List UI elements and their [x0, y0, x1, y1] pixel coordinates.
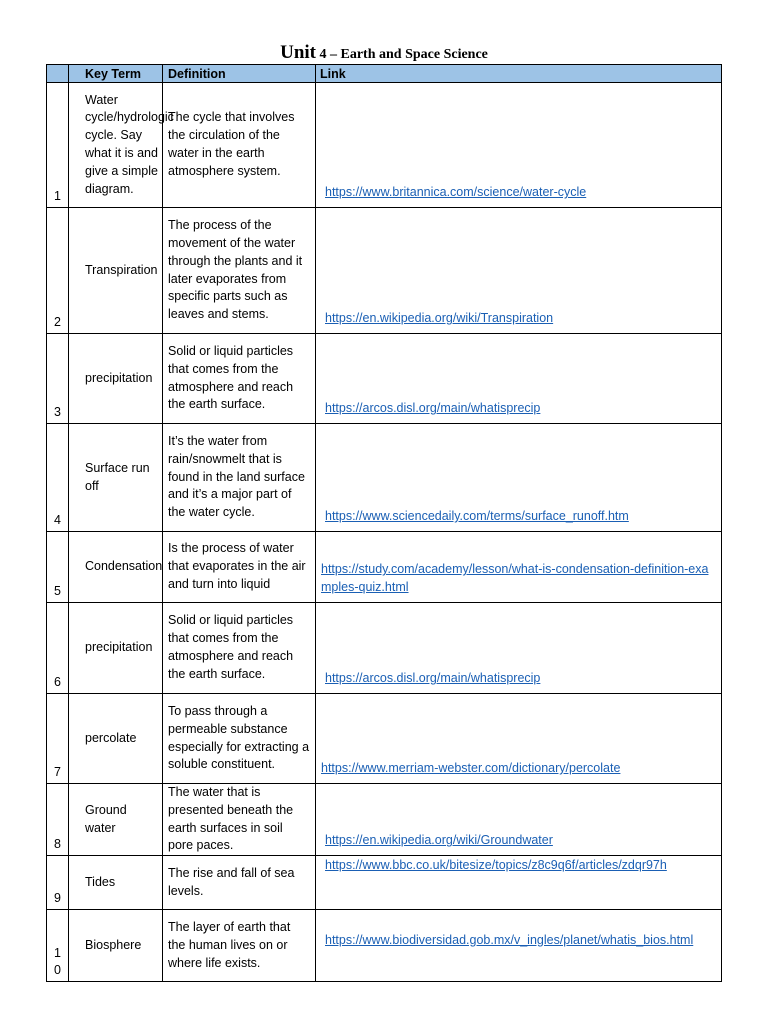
reference-link[interactable]: https://www.britannica.com/science/water-cycle: [325, 185, 587, 200]
table-row: [47, 910, 722, 982]
definition: The cycle that involves the circulation of the water in the earth atmosphere system.: [163, 83, 316, 208]
table-row: [47, 784, 722, 856]
title-unit: Unit: [280, 42, 316, 63]
row-number: 8: [47, 784, 69, 856]
table-row: [47, 334, 722, 424]
table-row: [47, 694, 722, 784]
row-number: 3: [47, 334, 69, 424]
title-rest: 4 – Earth and Space Science: [316, 47, 488, 62]
row-number: 9: [47, 856, 69, 910]
definition: The process of the movement of the water through the plants and it later evaporates from specific parts such as leaves and stems.: [163, 208, 316, 334]
row-number: 1: [47, 83, 69, 208]
reference-link[interactable]: https://arcos.disl.org/main/whatisprecip: [325, 401, 541, 416]
definition: It’s the water from rain/snowmelt that is found in the land surface and it’s a major part of the water cycle.: [163, 424, 316, 532]
definition: The layer of earth that the human lives on or where life exists.: [163, 910, 316, 982]
key-term: Water cycle/hydrologic cycle. Say what it is and give a simple diagram.: [69, 83, 163, 208]
key-term: Condensation: [69, 532, 163, 603]
table-header-row: [47, 65, 722, 83]
definition: The water that is presented beneath the earth surfaces in soil pore paces.: [163, 784, 316, 856]
row-number: 2: [47, 208, 69, 334]
header-link: Link: [316, 65, 722, 83]
key-term: precipitation: [69, 334, 163, 424]
key-term: precipitation: [69, 603, 163, 694]
row-number: 5: [47, 532, 69, 603]
row-number: 7: [47, 694, 69, 784]
table-row: [47, 208, 722, 334]
row-number: 4: [47, 424, 69, 532]
reference-link[interactable]: https://www.biodiversidad.gob.mx/v_ingles/planet/whatis_bios.html: [325, 932, 694, 947]
reference-link[interactable]: https://www.bbc.co.uk/bitesize/topics/z8c9q6f/articles/zdqr97h: [325, 858, 667, 873]
key-terms-table: [46, 64, 722, 982]
row-number-digit: 10: [54, 946, 61, 978]
row-number: 6: [47, 603, 69, 694]
key-term: percolate: [69, 694, 163, 784]
reference-link[interactable]: https://en.wikipedia.org/wiki/Transpiration: [325, 311, 554, 326]
reference-link[interactable]: https://arcos.disl.org/main/whatisprecip: [325, 671, 541, 686]
reference-link[interactable]: https://en.wikipedia.org/wiki/Groundwater: [325, 833, 553, 848]
key-term: Biosphere: [69, 910, 163, 982]
key-term: Surface run off: [69, 424, 163, 532]
definition: Solid or liquid particles that comes from the atmosphere and reach the earth surface.: [163, 603, 316, 694]
key-term: Ground water: [69, 784, 163, 856]
header-key-term: Key Term: [69, 65, 163, 83]
table-row: [47, 856, 722, 910]
definition: To pass through a permeable substance especially for extracting a soluble constituent.: [163, 694, 316, 784]
key-term: Transpiration: [69, 208, 163, 334]
table-row: [47, 532, 722, 603]
reference-link[interactable]: https://study.com/academy/lesson/what-is-condensation-definition-examples-quiz.html: [321, 562, 709, 595]
header-num: [47, 65, 69, 83]
reference-link[interactable]: https://www.sciencedaily.com/terms/surface_runoff.htm: [325, 509, 629, 524]
table-row: [47, 603, 722, 694]
key-term: Tides: [69, 856, 163, 910]
definition: Solid or liquid particles that comes from the atmosphere and reach the earth surface.: [163, 334, 316, 424]
definition: Is the process of water that evaporates in the air and turn into liquid: [163, 532, 316, 603]
header-definition: Definition: [163, 65, 316, 83]
table-row: [47, 424, 722, 532]
table-row: [47, 83, 722, 208]
definition: The rise and fall of sea levels.: [163, 856, 316, 910]
reference-link[interactable]: https://www.merriam-webster.com/dictionary/percolate: [321, 761, 621, 776]
page-title: [0, 42, 768, 64]
